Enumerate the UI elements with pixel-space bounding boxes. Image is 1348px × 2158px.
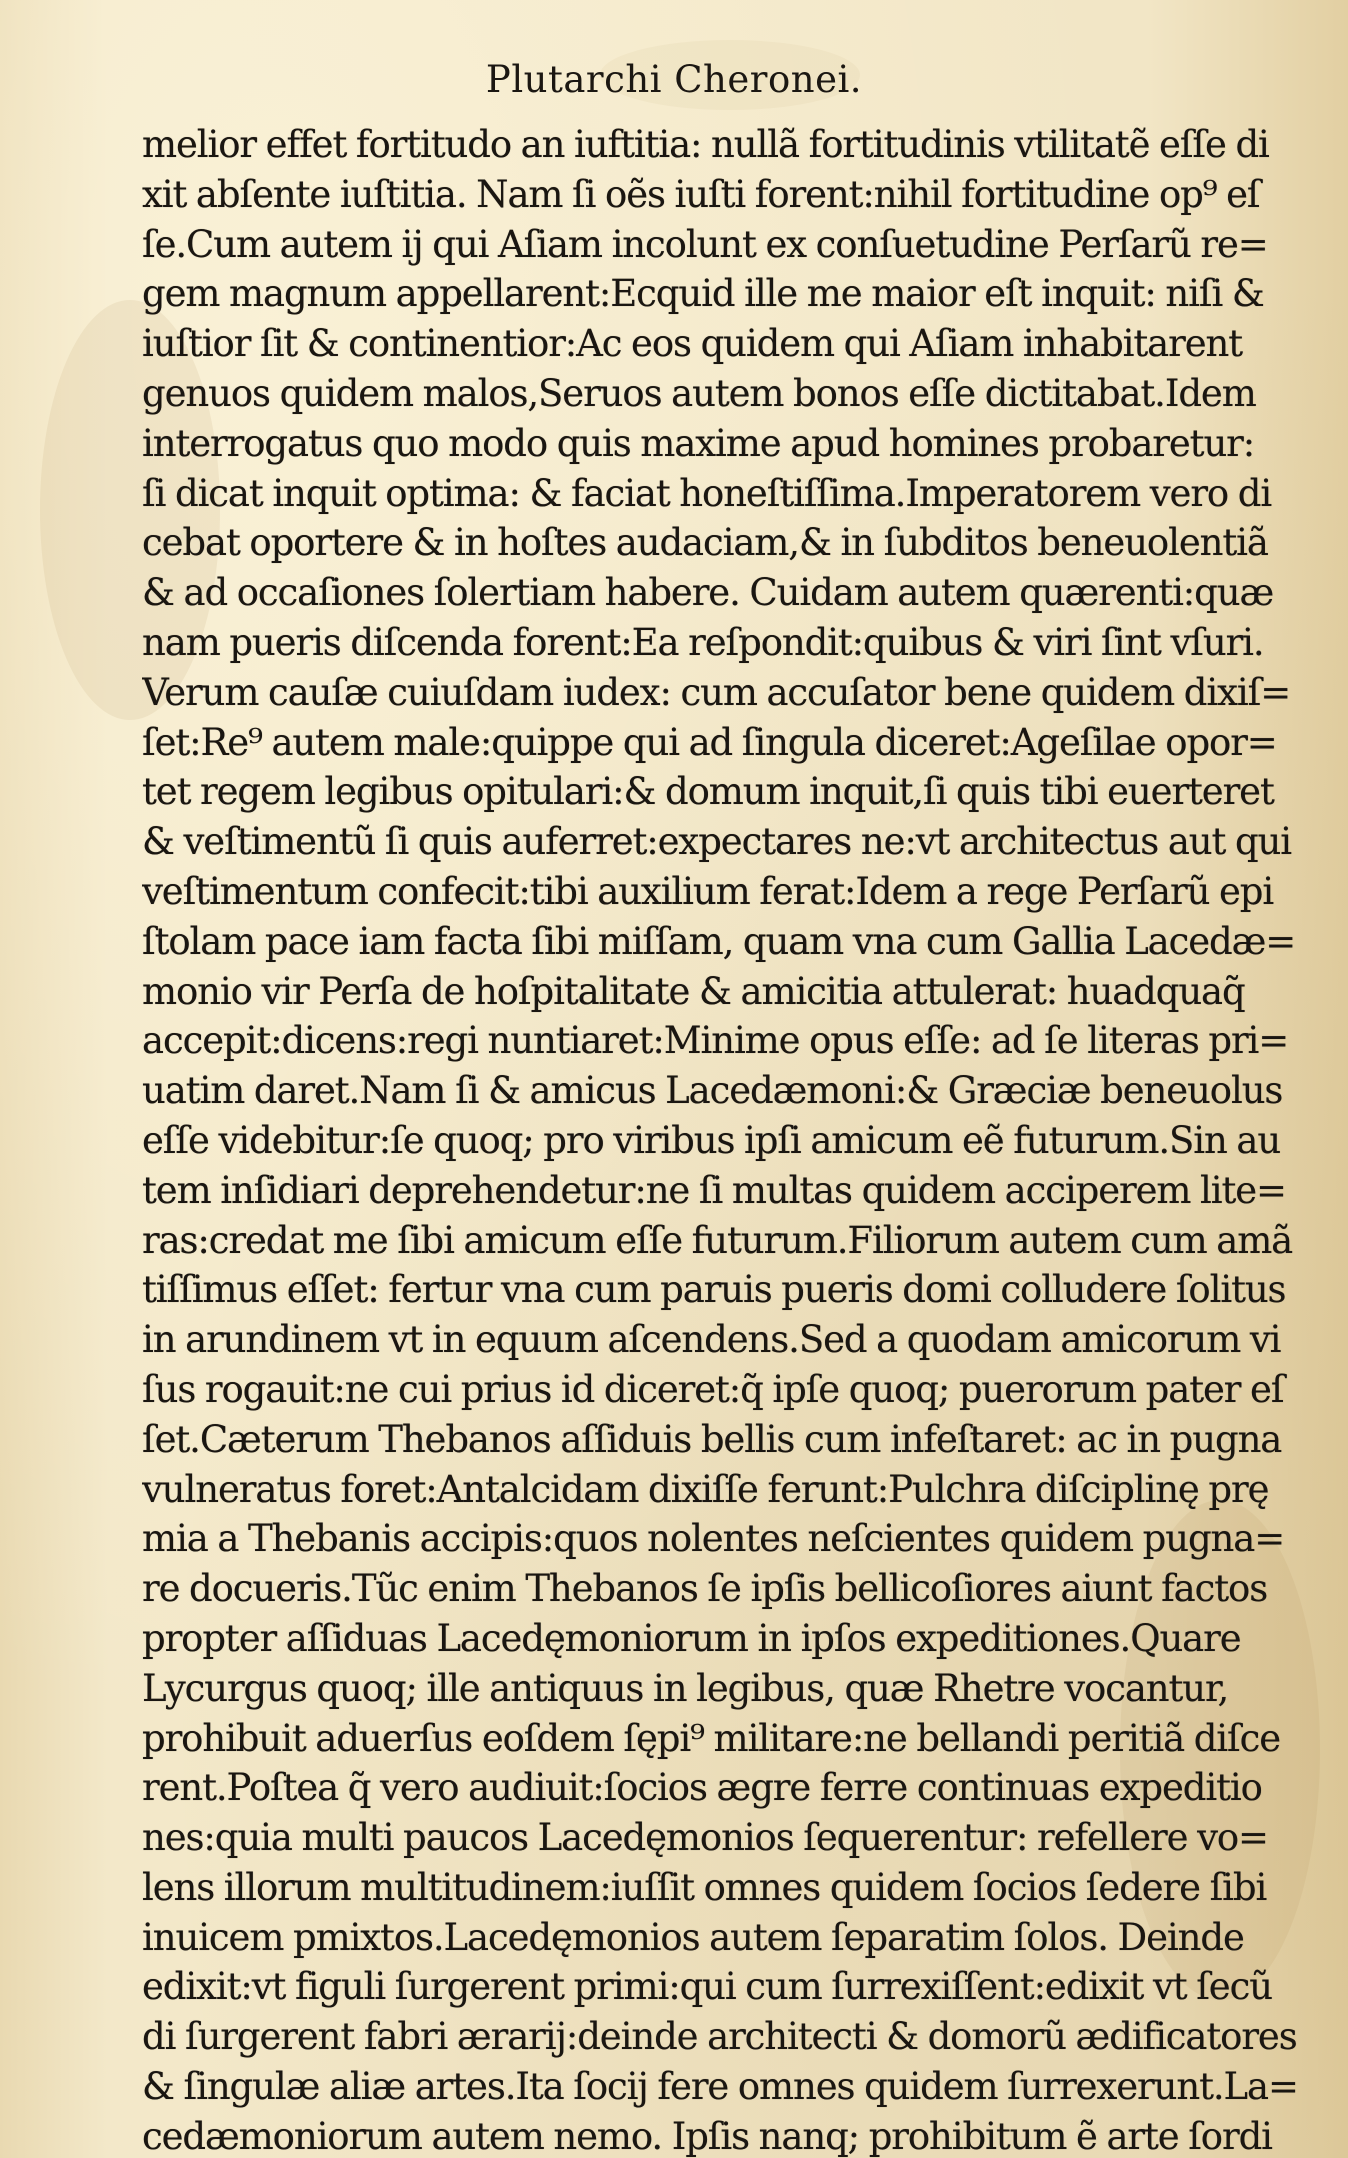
text-line: uatim daret.Nam ſi & amicus Lacedæmoni:& Græciæ beneuolus	[142, 1069, 1283, 1113]
text-line: ſet.Cæterum Thebanos aſſiduis bellis cum infeſtaret: ac in pugna	[142, 1417, 1282, 1461]
text-line: tiſſimus eſſet: fertur vna cum paruis pueris domi colludere ſolitus	[142, 1268, 1286, 1312]
text-line: ſi dicat inquit optima: & faciat honeſtiſſima.Imperatorem vero di	[142, 471, 1272, 515]
text-line: lens illorum multitudinem:iuſſit omnes quidem ſocios ſedere ſibi	[142, 1865, 1267, 1909]
text-line: genuos quidem malos,Seruos autem bonos eſſe dictitabat.Idem	[142, 371, 1256, 415]
text-line: nes:quia multi paucos Lacedęmonios ſequerentur: refellere vo=	[142, 1816, 1268, 1860]
text-line: propter aſſiduas Lacedęmoniorum in ipſos expeditiones.Quare	[142, 1616, 1241, 1660]
text-line: in arundinem vt in equum aſcendens.Sed a quodam amicorum vi	[142, 1318, 1281, 1362]
text-line: gem magnum appellarent:Ecquid ille me maior eſt inquit: niſi &	[142, 272, 1264, 316]
text-line: melior effet fortitudo an iuftitia: nullã fortitudinis vtilitatẽ eſſe di	[142, 123, 1269, 166]
text-line: & ad occaſiones ſolertiam habere. Cuidam autem quærenti:quæ	[142, 571, 1274, 615]
text-line: ſet:Re⁹ autem male:quippe qui ad ſingula diceret:Ageſilae opor=	[142, 720, 1277, 764]
text-line: Lycurgus quoq; ille antiquus in legibus, quæ Rhetre vocantur,	[142, 1666, 1229, 1710]
text-line: nam pueris diſcenda forent:Ea reſpondit:quibus & viri ſint vſuri.	[142, 620, 1264, 664]
text-line: ſus rogauit:ne cui prius id diceret:q̃ ipſe quoq; puerorum pater eſ	[142, 1367, 1284, 1411]
text-line: cedæmoniorum autem nemo. Ipſis nanq; prohibitum ẽ arte ſordi	[142, 2114, 1272, 2158]
text-line: re docueris.Tũc enim Thebanos ſe ipſis bellicoſiores aiunt factos	[142, 1567, 1268, 1611]
text-line: iuſtior ſit & continentior:Ac eos quidem qui Aſiam inhabitarent	[142, 322, 1242, 366]
text-line: eſſe videbitur:ſe quoq; pro viribus ipſi amicum eẽ futurum.Sin au	[142, 1118, 1281, 1162]
text-line: accepit:dicens:regi nuntiaret:Minime opus eſſe: ad ſe literas pri=	[142, 1019, 1289, 1063]
text-line: Verum cauſæ cuiuſdam iudex: cum accuſator bene quidem dixiſ=	[142, 670, 1291, 714]
text-line: mia a Thebanis accipis:quos nolentes neſcientes quidem pugna=	[142, 1517, 1285, 1561]
text-line: ras:credat me ſibi amicum eſſe futurum.Filiorum autem cum amã	[142, 1218, 1293, 1262]
running-head: Plutarchi Cheronei.	[485, 58, 863, 101]
text-line: edixit:vt figuli ſurgerent primi:qui cum ſurrexiſſent:edixit vt ſecũ	[142, 1965, 1272, 2009]
text-line: veſtimentum confecit:tibi auxilium ferat:Idem a rege Perſarũ epi	[142, 869, 1274, 913]
text-line: prohibuit aduerſus eoſdem ſępi⁹ militare:ne bellandi peritiã diſce	[142, 1716, 1281, 1760]
text-line: & ſingulæ aliæ artes.Ita ſocij fere omnes quidem ſurrexerunt.La=	[142, 2065, 1298, 2109]
text-block	[142, 120, 1342, 2158]
text-line: inuicem pmixtos.Lacedęmonios autem ſeparatim ſolos. Deinde	[142, 1915, 1244, 1959]
text-line: monio vir Perſa de hoſpitalitate & amicitia attulerat: huadquaq̃	[142, 969, 1245, 1013]
text-line: vulneratus foret:Antalcidam dixiſſe ferunt:Pulchra diſciplinę prę	[142, 1467, 1269, 1511]
text-line: tem inſidiari deprehendetur:ne ſi multas quidem acciperem lite=	[142, 1168, 1286, 1212]
text-line: di ſurgerent fabri ærarij:deinde architecti & domorũ ædificatores	[142, 2015, 1297, 2059]
text-line: & veſtimentũ ſi quis auferret:expectares ne:vt architectus aut qui	[142, 820, 1292, 864]
text-line: xit abſente iuſtitia. Nam ſi oẽs iuſti forent:nihil fortitudine op⁹ eſ	[142, 172, 1260, 216]
text-line: rent.Poſtea q̃ vero audiuit:ſocios ægre ferre continuas expeditio	[142, 1766, 1262, 1810]
text-line: ſe.Cum autem ij qui Aſiam incolunt ex conſuetudine Perſarũ re=	[142, 222, 1268, 266]
text-line: cebat oportere & in hoſtes audaciam,& in ſubditos beneuolentiã	[142, 521, 1268, 565]
text-line: ſtolam pace iam facta ſibi miſſam, quam vna cum Gallia Lacedæ=	[142, 919, 1296, 963]
text-line: interrogatus quo modo quis maxime apud homines probaretur:	[142, 421, 1255, 465]
text-line: tet regem legibus opitulari:& domum inquit,ſi quis tibi euerteret	[142, 770, 1274, 814]
